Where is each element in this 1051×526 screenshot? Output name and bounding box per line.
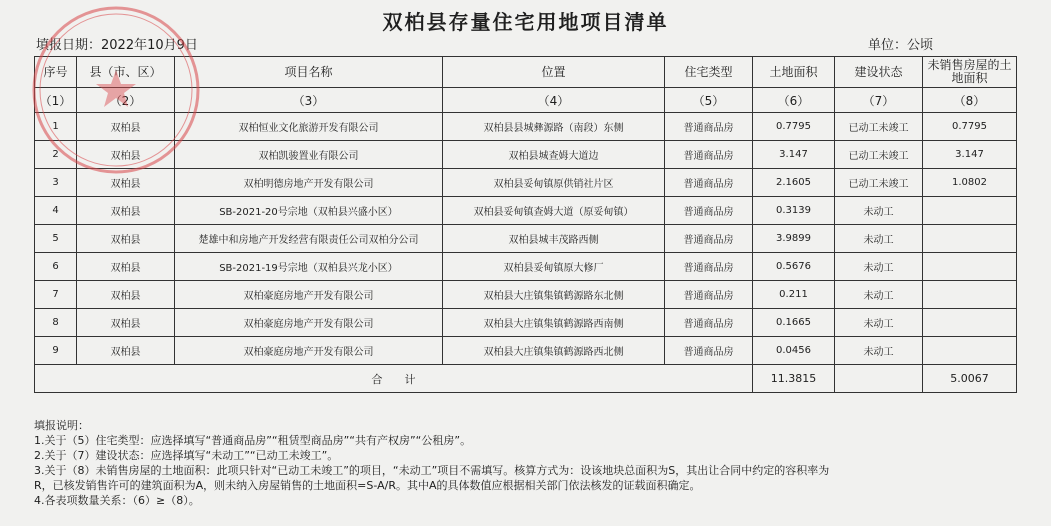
total-label: 合 计 bbox=[35, 365, 753, 393]
housing-type-cell: 普通商品房 bbox=[665, 281, 753, 309]
index-cell: （8） bbox=[923, 88, 1017, 113]
notes-heading: 填报说明： bbox=[34, 419, 89, 432]
county-cell: 双柏县 bbox=[77, 141, 175, 169]
index-cell: （3） bbox=[175, 88, 443, 113]
land-area-cell: 2.1605 bbox=[753, 169, 835, 197]
table-row bbox=[35, 337, 1017, 365]
unsold-area-cell bbox=[923, 309, 1017, 337]
row-number: 9 bbox=[35, 337, 77, 365]
housing-type-cell: 普通商品房 bbox=[665, 197, 753, 225]
index-cell: （2） bbox=[77, 88, 175, 113]
county-cell: 双柏县 bbox=[77, 197, 175, 225]
table-row bbox=[35, 113, 1017, 141]
row-number: 4 bbox=[35, 197, 77, 225]
location-cell: 双柏县县城彝源路（南段）东侧 bbox=[443, 113, 665, 141]
project-name-cell: 双柏豪庭房地产开发有限公司 bbox=[175, 309, 443, 337]
land-area-cell: 0.0456 bbox=[753, 337, 835, 365]
header-cell: 县（市、区） bbox=[77, 57, 175, 88]
land-area-cell: 0.1665 bbox=[753, 309, 835, 337]
location-cell: 双柏县城查姆大道边 bbox=[443, 141, 665, 169]
header-cell: 土地面积 bbox=[753, 57, 835, 88]
header-cell: 住宅类型 bbox=[665, 57, 753, 88]
row-number: 6 bbox=[35, 253, 77, 281]
housing-type-cell: 普通商品房 bbox=[665, 309, 753, 337]
project-name-cell: 楚雄中和房地产开发经营有限责任公司双柏分公司 bbox=[175, 225, 443, 253]
note-item: 2.关于（7）建设状态：应选择填写“未动工”“已动工未竣工”。 bbox=[34, 449, 339, 462]
table-row bbox=[35, 309, 1017, 337]
project-name-cell: 双柏豪庭房地产开发有限公司 bbox=[175, 281, 443, 309]
county-cell: 双柏县 bbox=[77, 337, 175, 365]
note-item: 4.各表项数量关系：（6）≥（8）。 bbox=[34, 494, 200, 507]
table-row bbox=[35, 141, 1017, 169]
unsold-area-cell: 3.147 bbox=[923, 141, 1017, 169]
status-cell: 未动工 bbox=[835, 337, 923, 365]
location-cell: 双柏县妥甸镇查姆大道（原妥甸镇） bbox=[443, 197, 665, 225]
land-area-cell: 0.211 bbox=[753, 281, 835, 309]
land-area-cell: 0.5676 bbox=[753, 253, 835, 281]
county-cell: 双柏县 bbox=[77, 253, 175, 281]
status-cell: 已动工未竣工 bbox=[835, 169, 923, 197]
index-cell: （6） bbox=[753, 88, 835, 113]
land-area-cell: 0.3139 bbox=[753, 197, 835, 225]
unsold-area-cell bbox=[923, 225, 1017, 253]
row-number: 5 bbox=[35, 225, 77, 253]
project-name-cell: 双柏明德房地产开发有限公司 bbox=[175, 169, 443, 197]
document-title: 双柏县存量住宅用地项目清单 bbox=[382, 10, 669, 34]
land-area-cell: 0.7795 bbox=[753, 113, 835, 141]
header-cell: 建设状态 bbox=[835, 57, 923, 88]
location-cell: 双柏县大庄镇集镇鹤源路西南侧 bbox=[443, 309, 665, 337]
location-cell: 双柏县大庄镇集镇鹤源路东北侧 bbox=[443, 281, 665, 309]
project-name-cell: 双柏豪庭房地产开发有限公司 bbox=[175, 337, 443, 365]
index-cell: （1） bbox=[35, 88, 77, 113]
status-cell: 未动工 bbox=[835, 309, 923, 337]
note-item: 1.关于（5）住宅类型：应选择填写“普通商品房”“租赁型商品房”“共有产权房”“公租房”。 bbox=[34, 434, 472, 447]
project-name-cell: 双柏凯骏置业有限公司 bbox=[175, 141, 443, 169]
index-row bbox=[35, 88, 1017, 113]
status-cell: 未动工 bbox=[835, 281, 923, 309]
unsold-area-cell: 1.0802 bbox=[923, 169, 1017, 197]
table-row bbox=[35, 281, 1017, 309]
unsold-area-cell bbox=[923, 253, 1017, 281]
unsold-area-cell bbox=[923, 281, 1017, 309]
county-cell: 双柏县 bbox=[77, 169, 175, 197]
county-cell: 双柏县 bbox=[77, 225, 175, 253]
project-name-cell: 双柏恒业文化旅游开发有限公司 bbox=[175, 113, 443, 141]
index-cell: （4） bbox=[443, 88, 665, 113]
housing-type-cell: 普通商品房 bbox=[665, 253, 753, 281]
index-cell: （5） bbox=[665, 88, 753, 113]
header-cell: 项目名称 bbox=[175, 57, 443, 88]
unsold-area-cell bbox=[923, 337, 1017, 365]
row-number: 3 bbox=[35, 169, 77, 197]
county-cell: 双柏县 bbox=[77, 281, 175, 309]
row-number: 7 bbox=[35, 281, 77, 309]
project-name-cell: SB-2021-20号宗地（双柏县兴盛小区） bbox=[175, 197, 443, 225]
row-number: 8 bbox=[35, 309, 77, 337]
table-row bbox=[35, 197, 1017, 225]
status-cell: 未动工 bbox=[835, 253, 923, 281]
header-cell: 序号 bbox=[35, 57, 77, 88]
location-cell: 双柏县妥甸镇原供销社片区 bbox=[443, 169, 665, 197]
header-row bbox=[35, 57, 1017, 88]
total-land-area: 11.3815 bbox=[753, 365, 835, 393]
housing-type-cell: 普通商品房 bbox=[665, 225, 753, 253]
row-number: 2 bbox=[35, 141, 77, 169]
housing-type-cell: 普通商品房 bbox=[665, 337, 753, 365]
table-row bbox=[35, 253, 1017, 281]
project-table bbox=[34, 56, 1017, 393]
project-name-cell: SB-2021-19号宗地（双柏县兴龙小区） bbox=[175, 253, 443, 281]
unsold-area-cell: 0.7795 bbox=[923, 113, 1017, 141]
location-cell: 双柏县城丰茂路西侧 bbox=[443, 225, 665, 253]
status-cell: 已动工未竣工 bbox=[835, 141, 923, 169]
unit-label: 单位：公顷 bbox=[868, 38, 934, 53]
housing-type-cell: 普通商品房 bbox=[665, 169, 753, 197]
total-row bbox=[35, 365, 1017, 393]
fill-instructions bbox=[34, 418, 1024, 508]
land-area-cell: 3.9899 bbox=[753, 225, 835, 253]
unsold-area-cell bbox=[923, 197, 1017, 225]
status-cell: 未动工 bbox=[835, 197, 923, 225]
status-cell: 已动工未竣工 bbox=[835, 113, 923, 141]
total-status-empty bbox=[835, 365, 923, 393]
header-cell: 位置 bbox=[443, 57, 665, 88]
housing-type-cell: 普通商品房 bbox=[665, 113, 753, 141]
total-unsold-area: 5.0067 bbox=[923, 365, 1017, 393]
note-item: 3.关于（8）未销售房屋的土地面积：此项只针对“已动工未竣工”的项目，“未动工”项目不需填写。核算方式为：设该地块总面积为S，其出让合同中约定的容积率为 bbox=[34, 464, 830, 477]
location-cell: 双柏县大庄镇集镇鹤源路西北侧 bbox=[443, 337, 665, 365]
table-row bbox=[35, 225, 1017, 253]
county-cell: 双柏县 bbox=[77, 113, 175, 141]
header-cell: 未销售房屋的土地面积 bbox=[923, 57, 1017, 88]
fill-date: 填报日期：2022年10月9日 bbox=[36, 38, 198, 53]
index-cell: （7） bbox=[835, 88, 923, 113]
location-cell: 双柏县妥甸镇原大修厂 bbox=[443, 253, 665, 281]
table-row bbox=[35, 169, 1017, 197]
status-cell: 未动工 bbox=[835, 225, 923, 253]
housing-type-cell: 普通商品房 bbox=[665, 141, 753, 169]
note-item: R，已核发销售许可的建筑面积为A，则未纳入房屋销售的土地面积=S-A/R。其中A的具体数值应根据相关部门依法核发的证载面积确定。 bbox=[34, 479, 701, 492]
county-cell: 双柏县 bbox=[77, 309, 175, 337]
land-area-cell: 3.147 bbox=[753, 141, 835, 169]
row-number: 1 bbox=[35, 113, 77, 141]
